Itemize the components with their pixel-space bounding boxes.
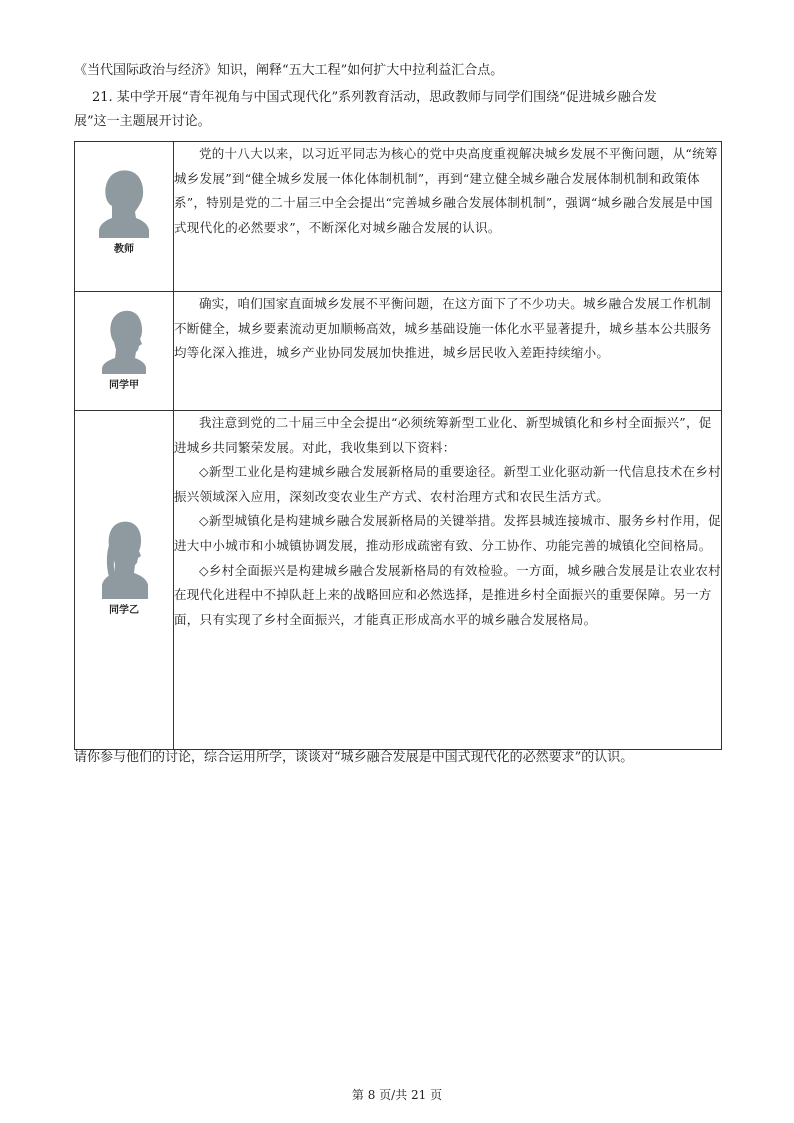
discussion-prompt: 请你参与他们的讨论，综合运用所学，谈谈对“城乡融合发展是中国式现代化的必然要求”的认识。 xyxy=(74,750,634,765)
dialogue-row-student-b xyxy=(75,411,722,750)
student-a-paragraph: 确实，咱们国家直面城乡发展不平衡问题，在这方面下了不少功夫。城乡融合发展工作机制不断健全，城乡要素流动更加顺畅高效，城乡基础设施一体化水平显著提升，城乡基本公共服务均等化深入推进，城乡产业协同发展加快推进，城乡居民收入差距持续缩小。 xyxy=(174,296,712,361)
student-b-paragraph-4: ◇乡村全面振兴是构建城乡融合发展新格局的有效检验。一方面，城乡融合发展是让农业农村在现代化进程中不掉队赶上来的战略回应和必然选择，是推进乡村全面振兴的重要保障。另一方面，只有实现了乡村全面振兴，才能真正形成高水平的城乡融合发展格局。 xyxy=(174,562,721,627)
teacher-paragraph: 党的十八大以来，以习近平同志为核心的党中央高度重视解决城乡发展不平衡问题，从“统筹城乡发展”到“健全城乡发展一体化体制机制”，再到“建立健全城乡融合发展体制机制和政策体系”，特别是党的二十届三中全会提出“完善城乡融合发展体制机制”，强调“城乡融合发展是中国式现代化的必然要求”，不断深化对城乡融合发展的认识。 xyxy=(174,146,718,235)
question-line-1: 21. 某中学开展“青年视角与中国式现代化”系列教育活动，思政教师与同学们围绕“促进城乡融合发 xyxy=(92,90,657,105)
student-b-paragraph-2: ◇新型工业化是构建城乡融合发展新格局的重要途径。新型工业化驱动新一代信息技术在乡村振兴领域深入应用，深刻改变农业生产方式、农村治理方式和农民生活方式。 xyxy=(174,464,721,504)
dialogue-row-teacher xyxy=(75,142,722,292)
avatar-cell-student-b xyxy=(75,411,174,750)
speaker-label-student-a: 同学甲 xyxy=(109,380,139,391)
student-a-silhouette-icon xyxy=(101,306,147,374)
dialogue-table xyxy=(74,141,722,750)
text-cell-teacher xyxy=(174,142,722,292)
text-cell-student-b xyxy=(174,411,722,750)
student-b-paragraph-3: ◇新型城镇化是构建城乡融合发展新格局的关键举措。发挥县城连接城市、服务乡村作用，促进大中小城市和小城镇协调发展，推动形成疏密有致、分工协作、功能完善的城镇化空间格局。 xyxy=(174,513,721,553)
question-line-2: 展”这一主题展开讨论。 xyxy=(74,114,211,129)
speaker-label-teacher: 教师 xyxy=(114,244,134,255)
question-21 xyxy=(74,86,734,134)
teacher-silhouette-icon xyxy=(98,166,150,238)
page-footer: 第 8 页/共 21 页 xyxy=(351,1088,443,1102)
student-b-silhouette-icon xyxy=(99,517,149,599)
avatar-cell-teacher xyxy=(75,142,174,292)
text-cell-student-a xyxy=(174,292,722,411)
avatar-teacher xyxy=(75,166,173,255)
avatar-student-b xyxy=(75,517,173,616)
dialogue-row-student-a xyxy=(75,292,722,411)
student-b-paragraph-1: 我注意到党的二十届三中全会提出“必须统筹新型工业化、新型城镇化和乡村全面振兴”，促进城乡共同繁荣发展。对此，我收集到以下资料： xyxy=(174,415,712,455)
avatar-cell-student-a xyxy=(75,292,174,411)
avatar-student-a xyxy=(75,306,173,391)
speaker-label-student-b: 同学乙 xyxy=(109,605,139,616)
intro-line: 《当代国际政治与经济》知识，阐释“五大工程”如何扩大中拉利益汇合点。 xyxy=(74,63,504,78)
